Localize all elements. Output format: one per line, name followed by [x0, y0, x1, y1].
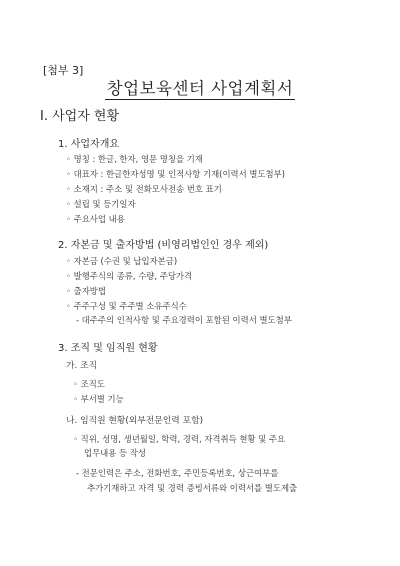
overview-item-establishment: ◦ 설립 및 등기일자 — [66, 199, 136, 209]
capital-item-shareholders: ◦ 주주구성 및 주주별 소유주식수 — [66, 301, 187, 311]
org-subheading-ga: 가. 조직 — [66, 361, 98, 371]
org-item-chart: ◦ 조직도 — [73, 379, 105, 389]
overview-item-main-business: ◦ 주요사업 내용 — [66, 214, 125, 224]
staff-note-line1: - 전문인력은 주소, 전화번호, 주민등록번호, 상근여부를 — [76, 468, 279, 478]
document-title-text: 창업보육센터 사업계획서 — [106, 79, 294, 98]
org-subheading-na: 나. 임직원 현황(외부전문인력 포함) — [66, 416, 204, 426]
attachment-label: [첨부 3] — [43, 64, 84, 77]
capital-item-capital: ◦ 자본금 (수권 및 납입자본금) — [66, 256, 178, 266]
section-heading: Ⅰ. 사업자 현황 — [40, 109, 120, 124]
capital-note-major-shareholder: - 대주주의 인적사항 및 주요경력이 포함된 이력서 별도첨부 — [76, 315, 292, 325]
staff-note-line2: 추가기재하고 자격 및 경력 증빙서류와 이력서를 별도제출 — [87, 483, 298, 493]
heading-business-overview: 1. 사업자개요 — [58, 139, 120, 150]
staff-item-line1: ◦ 직위, 성명, 생년월일, 학력, 경력, 자격취득 현황 및 주요 — [73, 434, 286, 444]
overview-item-name: ◦ 명칭 : 한글, 한자, 영문 명칭을 기재 — [66, 154, 203, 164]
document-title — [0, 75, 400, 99]
capital-item-method: ◦ 출자방법 — [66, 286, 106, 296]
org-item-functions: ◦ 부서별 기능 — [73, 394, 124, 404]
heading-organization: 3. 조직 및 임직원 현황 — [58, 343, 158, 354]
capital-item-shares: ◦ 발행주식의 종류, 수량, 주당가격 — [66, 271, 193, 281]
overview-item-location: ◦ 소재지 : 주소 및 전화모사전송 번호 표기 — [66, 184, 222, 194]
heading-capital: 2. 자본금 및 출자방법 (비영리법인인 경우 제외) — [58, 240, 269, 251]
overview-item-representative: ◦ 대표자 : 한글한자성명 및 인적사항 기재(이력서 별도첨부) — [66, 169, 286, 179]
staff-item-line2: 업무내용 등 작성 — [84, 448, 146, 458]
